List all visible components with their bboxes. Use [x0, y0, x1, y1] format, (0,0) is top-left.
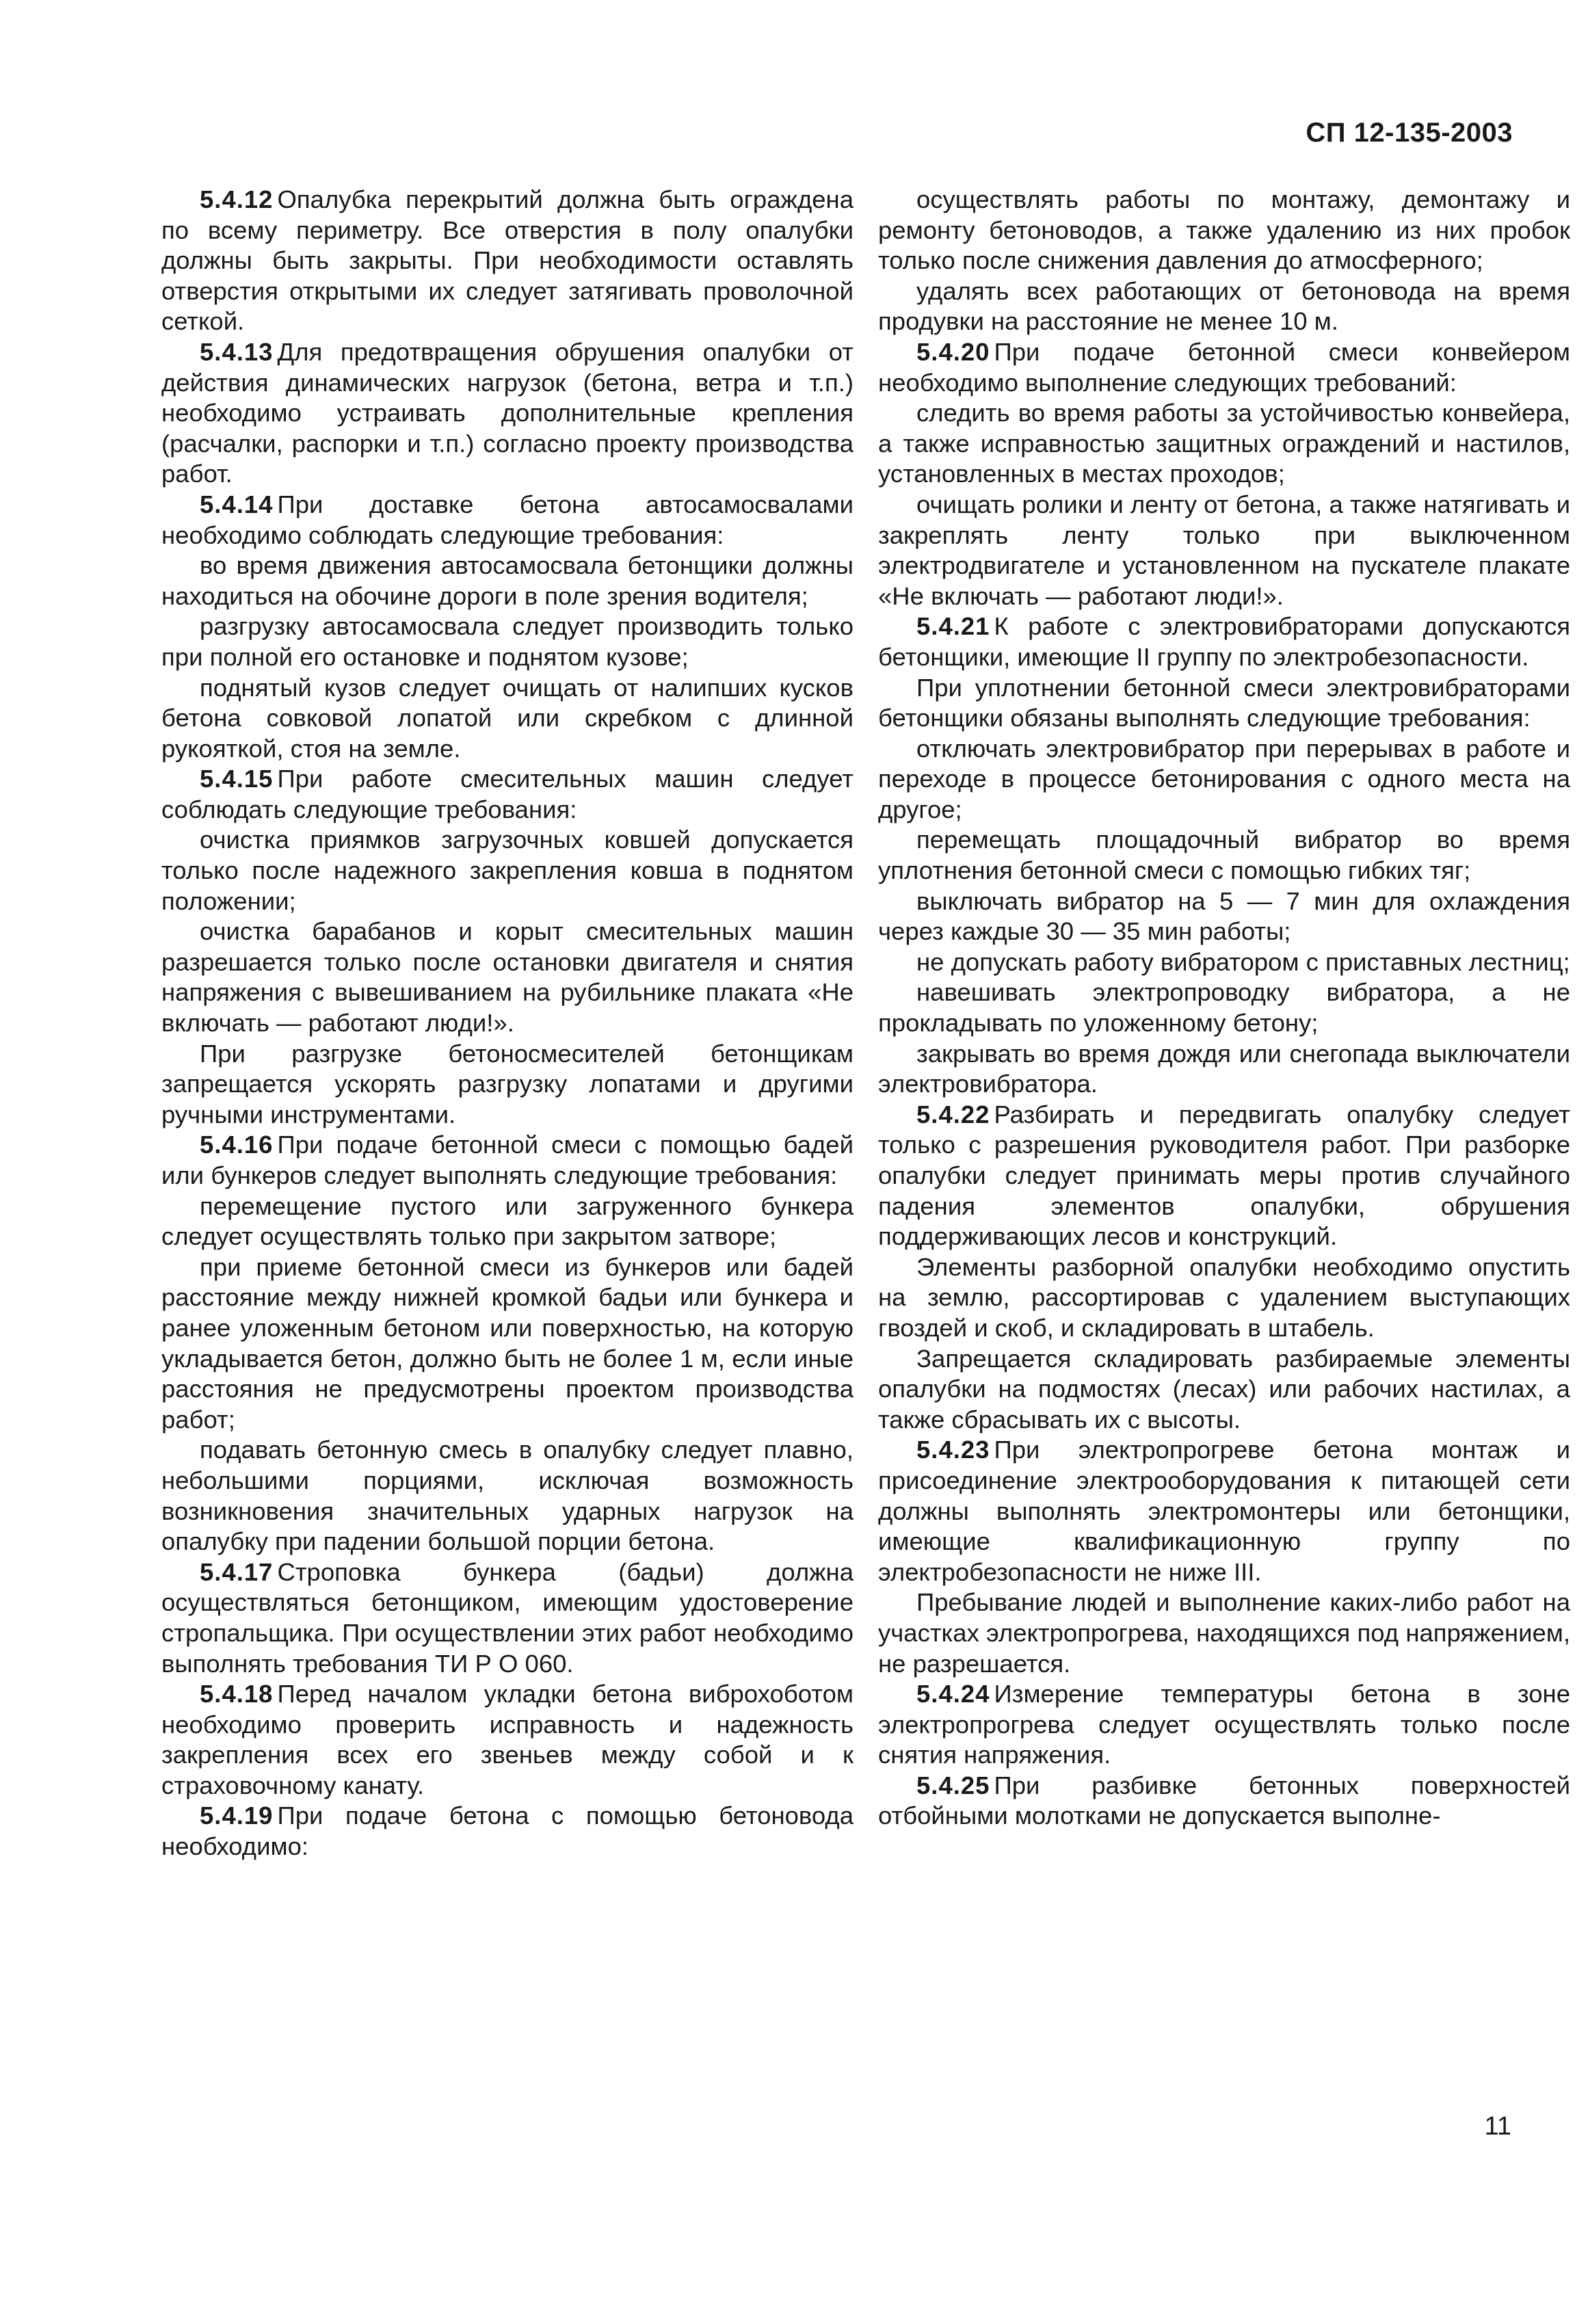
text-paragraph — [161, 1191, 853, 1252]
text-paragraph — [161, 551, 853, 611]
paragraph-text: перемещение пустого или загруженного бункера следует осуществлять только при закрытом затворе; — [161, 1191, 853, 1251]
text-paragraph — [878, 490, 1570, 611]
text-paragraph — [878, 886, 1570, 947]
paragraph-text: При разбивке бетонных поверхностей отбойными молотками не допускается выполне- — [878, 1771, 1570, 1830]
paragraph-text: При подаче бетона с помощью бетоновода необходимо: — [161, 1801, 853, 1861]
clause-paragraph — [161, 1679, 853, 1801]
text-paragraph — [878, 1252, 1570, 1344]
paragraph-text: Опалубка перекрытий должна быть ограждена по всему периметру. Все отверстия в полу опалубки должны быть закрыты. При необходимости оставлять отверстия открытыми их следует затягивать проволочной сеткой. — [161, 185, 853, 336]
paragraph-text: осуществлять работы по монтажу, демонтажу и ремонту бетоноводов, а также удалению из них пробок только после снижения давления до атмосферного; — [878, 185, 1570, 275]
text-paragraph — [878, 1344, 1570, 1436]
clause-paragraph — [161, 1557, 853, 1679]
clause-number: 5.4.20 — [916, 337, 990, 366]
paragraph-text: не допускать работу вибратором с приставных лестниц; — [916, 947, 1570, 976]
paragraph-text: Элементы разборной опалубки необходимо опустить на землю, рассортировав с удалением выступающих гвоздей и скоб, и складировать в штабель. — [878, 1252, 1570, 1342]
text-paragraph — [878, 825, 1570, 886]
text-paragraph — [161, 1039, 853, 1131]
paragraph-text: При подаче бетонной смеси конвейером необходимо выполнение следующих требований: — [878, 337, 1570, 397]
clause-number: 5.4.24 — [916, 1680, 990, 1708]
text-paragraph — [878, 185, 1570, 276]
paragraph-text: Разбирать и передвигать опалубку следует только с разрешения руководителя работ. При разборке опалубки следует принимать меры против случайного падения элементов опалубки, обрушения поддерживающих лесов и конструкций. — [878, 1100, 1570, 1251]
paragraph-text: Пребывание людей и выполнение каких-либо работ на участках электропрогрева, находящихся под напряжением, не разрешается. — [878, 1588, 1570, 1678]
clause-number: 5.4.23 — [916, 1436, 990, 1464]
text-paragraph — [878, 1039, 1570, 1100]
clause-paragraph — [878, 611, 1570, 672]
paragraph-text: При электропрогреве бетона монтаж и присоединение электрооборудования к питающей сети должны выполнять электромонтеры или бетонщики, имеющие квалификационную группу по электробезопасности не ниже III. — [878, 1436, 1570, 1586]
clause-paragraph — [161, 1130, 853, 1191]
clause-number: 5.4.22 — [916, 1100, 990, 1128]
paragraph-text: При доставке бетона автосамосвалами необходимо соблюдать следующие требования: — [161, 490, 853, 549]
paragraph-text: перемещать площадочный вибратор во время уплотнения бетонной смеси с помощью гибких тяг; — [878, 826, 1570, 885]
text-paragraph — [878, 673, 1570, 734]
clause-paragraph — [161, 490, 853, 551]
clause-number: 5.4.25 — [916, 1771, 990, 1799]
paragraph-text: подавать бетонную смесь в опалубку следует плавно, небольшими порциями, исключая возможность возникновения значительных ударных нагрузок на опалубку при падении большой порции бетона. — [161, 1436, 853, 1556]
text-paragraph — [878, 398, 1570, 490]
paragraph-text: очистка приямков загрузочных ковшей допускается только после надежного закрепления ковша в поднятом положении; — [161, 826, 853, 915]
paragraph-text: навешивать электропроводку вибратора, а не прокладывать по уложенному бетону; — [878, 978, 1570, 1038]
text-paragraph — [878, 947, 1570, 978]
text-paragraph — [161, 1252, 853, 1436]
paragraph-text: закрывать во время дождя или снегопада выключатели электровибратора. — [878, 1039, 1570, 1098]
text-paragraph — [161, 611, 853, 672]
clause-paragraph — [878, 1771, 1570, 1832]
paragraph-text: при приеме бетонной смеси из бункеров или бадей расстояние между нижней кромкой бадьи или бункера и ранее уложенным бетоном или поверхностью, на которую укладывается бетон, должно быть не более 1 м, если иные расстояния не предусмотрены проектом производства работ; — [161, 1252, 853, 1434]
clause-number: 5.4.19 — [200, 1801, 274, 1830]
left-column — [161, 185, 853, 1862]
paragraph-text: отключать электровибратор при перерывах в работе и переходе в процессе бетонирования с одного места на другое; — [878, 734, 1570, 823]
paragraph-text: Перед началом укладки бетона виброхоботом необходимо проверить исправность и надежность закрепления всех его звеньев между собой и к страховочному канату. — [161, 1680, 853, 1799]
clause-paragraph — [161, 185, 853, 337]
paragraph-text: При разгрузке бетоносмесителей бетонщикам запрещается ускорять разгрузку лопатами и другими ручными инструментами. — [161, 1039, 853, 1128]
clause-paragraph — [161, 337, 853, 490]
paragraph-text: Измерение температуры бетона в зоне электропрогрева следует осуществлять только после снятия напряжения. — [878, 1680, 1570, 1769]
paragraph-text: выключать вибратор на 5 — 7 мин для охлаждения через каждые 30 — 35 мин работы; — [878, 886, 1570, 946]
text-paragraph — [161, 673, 853, 765]
paragraph-text: При уплотнении бетонной смеси электровибраторами бетонщики обязаны выполнять следующие требования: — [878, 673, 1570, 732]
paragraph-text: очищать ролики и ленту от бетона, а также натягивать и закреплять ленту только при выключенном электродвигателе и установленном на пускателе плакате «Не включать — работают люди!». — [878, 490, 1570, 610]
clause-number: 5.4.15 — [200, 765, 274, 793]
paragraph-text: Для предотвращения обрушения опалубки от действия динамических нагрузок (бетона, ветра и т.п.) необходимо устраивать дополнительные крепления (расчалки, распорки и т.п.) согласно проекту производства работ. — [161, 337, 853, 488]
paragraph-text: К работе с электровибраторами допускаются бетонщики, имеющие II группу по электробезопасности. — [878, 612, 1570, 671]
clause-paragraph — [878, 1435, 1570, 1587]
clause-paragraph — [878, 1100, 1570, 1252]
clause-number: 5.4.18 — [200, 1680, 274, 1708]
paragraph-text: удалять всех работающих от бетоновода на время продувки на расстояние не менее 10 м. — [878, 276, 1570, 336]
clause-paragraph — [161, 764, 853, 825]
right-column — [878, 185, 1570, 1832]
clause-number: 5.4.21 — [916, 612, 990, 641]
paragraph-text: Запрещается складировать разбираемые элементы опалубки на подмостях (лесах) или рабочих настилах, а также сбрасывать их с высоты. — [878, 1344, 1570, 1434]
text-paragraph — [878, 734, 1570, 826]
text-paragraph — [878, 276, 1570, 337]
clause-number: 5.4.16 — [200, 1131, 274, 1159]
text-paragraph — [878, 1587, 1570, 1679]
page-number: 11 — [1484, 2112, 1511, 2141]
paragraph-text: во время движения автосамосвала бетонщики должны находиться на обочине дороги в поле зрения водителя; — [161, 551, 853, 610]
paragraph-text: следить во время работы за устойчивостью конвейера, а также исправностью защитных ограждений и настилов, установленных в местах проходов; — [878, 399, 1570, 488]
paragraph-text: разгрузку автосамосвала следует производить только при полной его остановке и поднятом кузове; — [161, 612, 853, 671]
clause-number: 5.4.14 — [200, 490, 274, 518]
text-paragraph — [161, 1435, 853, 1557]
clause-number: 5.4.13 — [200, 337, 274, 366]
paragraph-text: При работе смесительных машин следует соблюдать следующие требования: — [161, 765, 853, 823]
paragraph-text: При подаче бетонной смеси с помощью бадей или бункеров следует выполнять следующие требования: — [161, 1131, 853, 1189]
clause-paragraph — [161, 1801, 853, 1862]
clause-number: 5.4.17 — [200, 1557, 274, 1586]
paragraph-text: поднятый кузов следует очищать от налипших кусков бетона совковой лопатой или скребком с длинной рукояткой, стоя на земле. — [161, 673, 853, 763]
clause-paragraph — [878, 337, 1570, 398]
clause-paragraph — [878, 1679, 1570, 1771]
clause-number: 5.4.12 — [200, 185, 274, 213]
paragraph-text: очистка барабанов и корыт смесительных машин разрешается только после остановки двигателя и снятия напряжения с вывешиванием на рубильнике плаката «Не включать — работают люди!». — [161, 917, 853, 1038]
text-paragraph — [878, 977, 1570, 1038]
text-paragraph — [161, 825, 853, 916]
text-paragraph — [161, 916, 853, 1038]
document-code-header: СП 12-135-2003 — [1306, 118, 1513, 148]
paragraph-text: Строповка бункера (бадьи) должна осуществляться бетонщиком, имеющим удостоверение стропальщика. При осуществлении этих работ необходимо выполнять требования ТИ Р О 060. — [161, 1557, 853, 1678]
